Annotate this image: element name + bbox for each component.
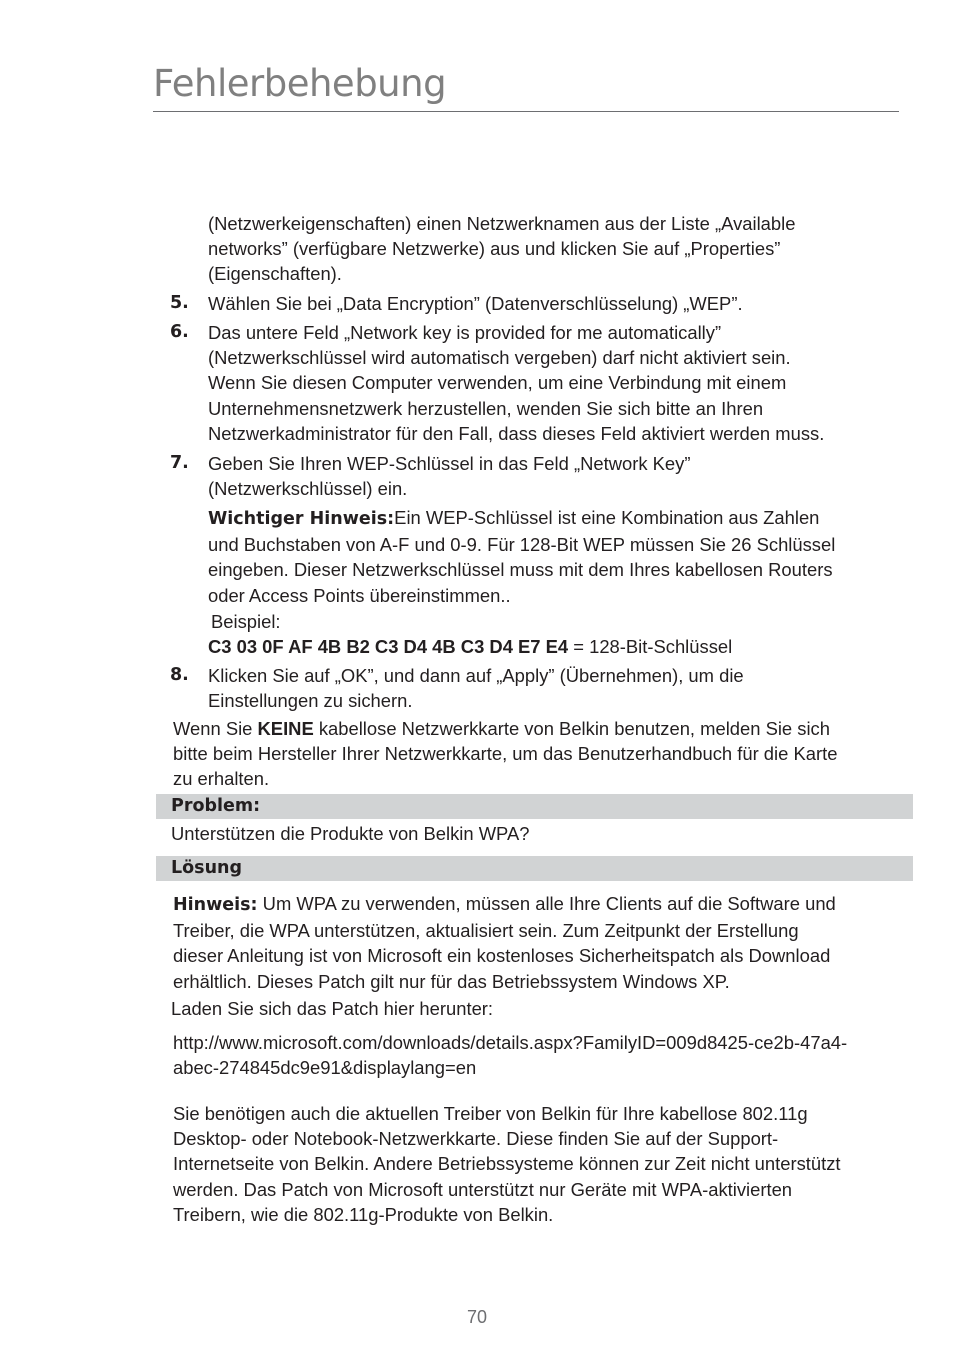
text-line: Internetseite von Belkin. Andere Betriebssysteme können zur Zeit nicht unterstützt	[173, 1153, 841, 1175]
text-line: (Netzwerkschlüssel) ein.	[208, 478, 408, 500]
text-line: zu erhalten.	[173, 768, 270, 790]
text-line: Desktop- oder Notebook-Netzwerkkarte. Diese finden Sie auf der Support-	[173, 1128, 779, 1150]
text-line: oder Access Points übereinstimmen..	[208, 584, 511, 606]
hint-first-line	[173, 891, 836, 918]
example-key: C3 03 0F AF 4B B2 C3 D4 4B C3 D4 E7 E4	[208, 636, 569, 657]
text-line: Wenn Sie diesen Computer verwenden, um eine Verbindung mit einem	[208, 372, 787, 394]
text-line: Treiber, die WPA unterstützen, aktualisiert sein. Zum Zeitpunkt der Erstellung	[173, 920, 799, 942]
example-label: Beispiel:	[211, 611, 281, 632]
chapter-title: Fehlerbehebung	[153, 62, 447, 105]
text-line: Klicken Sie auf „OK”, und dann auf „Apply” (Übernehmen), um die	[208, 665, 744, 686]
solution-heading-bar	[156, 856, 913, 881]
problem-heading: Problem:	[171, 796, 261, 816]
text-line: Sie benötigen auch die aktuellen Treiber von Belkin für Ihre kabellose 802.11g	[173, 1103, 808, 1124]
problem-text: Unterstützen die Produkte von Belkin WPA?	[171, 823, 530, 844]
download-link[interactable]	[173, 1030, 847, 1080]
text-line: Netzwerkadministrator für den Fall, dass dieses Feld aktiviert werden muss.	[208, 422, 825, 444]
text-line: Geben Sie Ihren WEP-Schlüssel in das Feld „Network Key”	[208, 453, 691, 474]
solution-heading: Lösung	[171, 858, 243, 878]
hint-label: Hinweis:	[173, 895, 258, 915]
important-note	[208, 505, 835, 608]
text-line: Treibern, wie die 802.11g-Produkte von Belkin.	[173, 1203, 554, 1225]
text-line: Einstellungen zu sichern.	[208, 690, 413, 712]
problem-heading-bar	[156, 794, 913, 819]
note-label: Wichtiger Hinweis:	[208, 509, 395, 529]
step-number: 7.	[170, 453, 189, 473]
emphasis: KEINE	[257, 718, 314, 739]
step-number: 5.	[170, 293, 189, 313]
text-line: (Netzwerkschlüssel wird automatisch vergeben) darf nicht aktiviert sein.	[208, 347, 791, 369]
step-7-text	[208, 451, 690, 501]
text-line: networks” (verfügbare Netzwerke) aus und klicken Sie auf „Properties”	[208, 238, 781, 260]
step-8-text	[208, 663, 744, 713]
text-line: Das untere Feld „Network key is provided for me automatically”	[208, 322, 722, 343]
non-belkin-paragraph	[173, 716, 837, 792]
text-line: Wählen Sie bei „Data Encryption” (Datenverschlüsselung) „WEP”.	[208, 293, 743, 314]
text-line: werden. Das Patch von Microsoft unterstützt nur Geräte mit WPA-aktivierten	[173, 1178, 793, 1200]
text-line: und Buchstaben von A-F und 0-9. Für 128-Bit WEP müssen Sie 26 Schlüssel	[208, 534, 836, 556]
hint-text: Um WPA zu verwenden, müssen alle Ihre Clients auf die Software und	[257, 893, 836, 914]
step-4-continuation	[208, 211, 795, 287]
hint-paragraph	[173, 891, 836, 994]
url-line[interactable]: http://www.microsoft.com/downloads/details.aspx?FamilyID=009d8425-ce2b-47a4-	[173, 1032, 848, 1053]
note-text: Ein WEP-Schlüssel ist eine Kombination aus Zahlen	[394, 507, 820, 528]
url-line[interactable]: abec-274845dc9e91&displaylang=en	[173, 1057, 477, 1079]
text-line: eingeben. Dieser Netzwerkschlüssel muss mit dem Ihres kabellosen Routers	[208, 559, 833, 581]
drivers-paragraph	[173, 1101, 841, 1227]
example-key-line	[208, 634, 732, 659]
step-6-text	[208, 320, 824, 446]
text-segment: Wenn Sie	[173, 718, 258, 739]
step-number: 6.	[170, 322, 189, 342]
text-segment: kabellose Netzwerkkarte von Belkin benutzen, melden Sie sich	[313, 718, 830, 739]
text-line: bitte beim Hersteller Ihrer Netzwerkkarte, um das Benutzerhandbuch für die Karte	[173, 743, 838, 765]
text-line	[173, 716, 837, 741]
text-line: (Netzwerkeigenschaften) einen Netzwerknamen aus der Liste „Available	[208, 213, 796, 234]
text-line: Unternehmensnetzwerk herzustellen, wenden Sie sich bitte an Ihren	[208, 397, 764, 419]
title-divider	[153, 111, 899, 112]
page-number: 70	[466, 1307, 488, 1327]
text-line: (Eigenschaften).	[208, 263, 342, 285]
step-number: 8.	[170, 665, 189, 685]
download-text: Laden Sie sich das Patch hier herunter:	[171, 998, 494, 1019]
text-line: dieser Anleitung ist von Microsoft ein kostenloses Sicherheitspatch als Download	[173, 945, 831, 967]
note-first-line	[208, 505, 835, 532]
step-5-text	[208, 291, 743, 316]
text-line: erhältlich. Dieses Patch gilt nur für das Betriebssystem Windows XP.	[173, 970, 730, 992]
example-suffix: = 128-Bit-Schlüssel	[568, 636, 733, 657]
